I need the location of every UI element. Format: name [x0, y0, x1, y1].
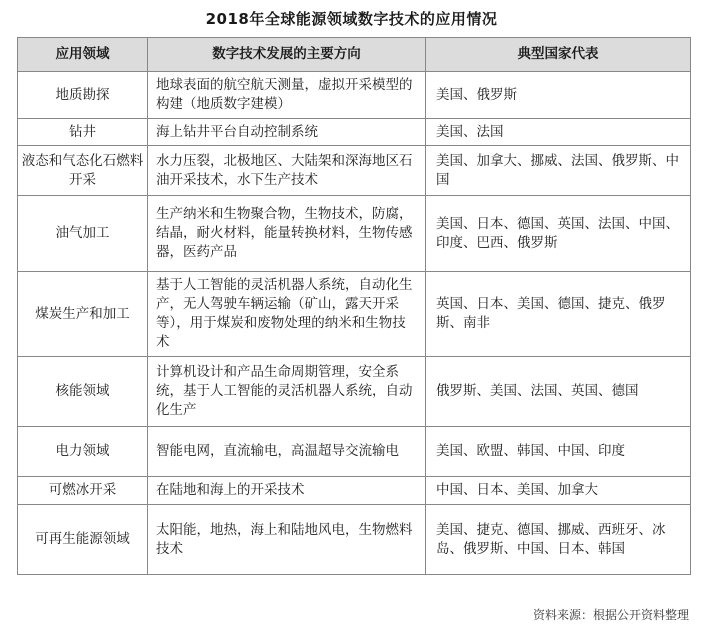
- cell-direction: 在陆地和海上的开采技术: [148, 477, 426, 505]
- cell-direction: 海上钻井平台自动控制系统: [148, 119, 426, 146]
- cell-area: 油气加工: [18, 196, 148, 272]
- cell-countries: 英国、日本、美国、德国、捷克、俄罗斯、南非: [426, 272, 691, 357]
- cell-countries: 美国、日本、德国、英国、法国、中国、印度、巴西、俄罗斯: [426, 196, 691, 272]
- header-direction: 数字技术发展的主要方向: [148, 38, 426, 72]
- cell-countries: 美国、欧盟、韩国、中国、印度: [426, 427, 691, 477]
- cell-direction: 生产纳米和生物聚合物，生物技术，防腐，结晶，耐火材料，能量转换材料，生物传感器，医药产品: [148, 196, 426, 272]
- table-title: 2018年全球能源领域数字技术的应用情况: [205, 10, 498, 28]
- cell-countries: 美国、法国: [426, 119, 691, 146]
- header-row: [18, 38, 691, 72]
- cell-direction: 智能电网，直流输电，高温超导交流输电: [148, 427, 426, 477]
- cell-area: 液态和气态化石燃料开采: [18, 146, 148, 196]
- cell-countries: 俄罗斯、美国、法国、英国、德国: [426, 357, 691, 427]
- table-row: [18, 119, 691, 146]
- cell-area: 核能领域: [18, 357, 148, 427]
- cell-area: 钻井: [18, 119, 148, 146]
- cell-area: 可燃冰开采: [18, 477, 148, 505]
- cell-area: 地质勘探: [18, 72, 148, 119]
- cell-direction: 水力压裂，北极地区、大陆架和深海地区石油开采技术，水下生产技术: [148, 146, 426, 196]
- table-row: [18, 357, 691, 427]
- digital-tech-table: [17, 37, 691, 575]
- cell-area: 煤炭生产和加工: [18, 272, 148, 357]
- cell-area: 可再生能源领域: [18, 505, 148, 575]
- header-area: 应用领域: [18, 38, 148, 72]
- cell-countries: 美国、捷克、德国、挪威、西班牙、冰岛、俄罗斯、中国、日本、韩国: [426, 505, 691, 575]
- header-countries: 典型国家代表: [426, 38, 691, 72]
- table-row: [18, 196, 691, 272]
- cell-countries: 美国、加拿大、挪威、法国、俄罗斯、中国: [426, 146, 691, 196]
- table-row: [18, 272, 691, 357]
- table-row: [18, 146, 691, 196]
- cell-direction: 太阳能，地热，海上和陆地风电，生物燃料技术: [148, 505, 426, 575]
- cell-countries: 中国、日本、美国、加拿大: [426, 477, 691, 505]
- cell-area: 电力领域: [18, 427, 148, 477]
- cell-direction: 基于人工智能的灵活机器人系统，自动化生产，无人驾驶车辆运输（矿山，露天开采等），用于煤炭和废物处理的纳米和生物技术: [148, 272, 426, 357]
- table-row: [18, 477, 691, 505]
- table-row: [18, 505, 691, 575]
- cell-direction: 计算机设计和产品生命周期管理，安全系统，基于人工智能的灵活机器人系统，自动化生产: [148, 357, 426, 427]
- cell-direction: 地球表面的航空航天测量，虚拟开采模型的构建（地质数字建模）: [148, 72, 426, 119]
- source-note: 资料来源：根据公开资料整理: [532, 608, 689, 622]
- cell-countries: 美国、俄罗斯: [426, 72, 691, 119]
- table-row: [18, 427, 691, 477]
- table-row: [18, 72, 691, 119]
